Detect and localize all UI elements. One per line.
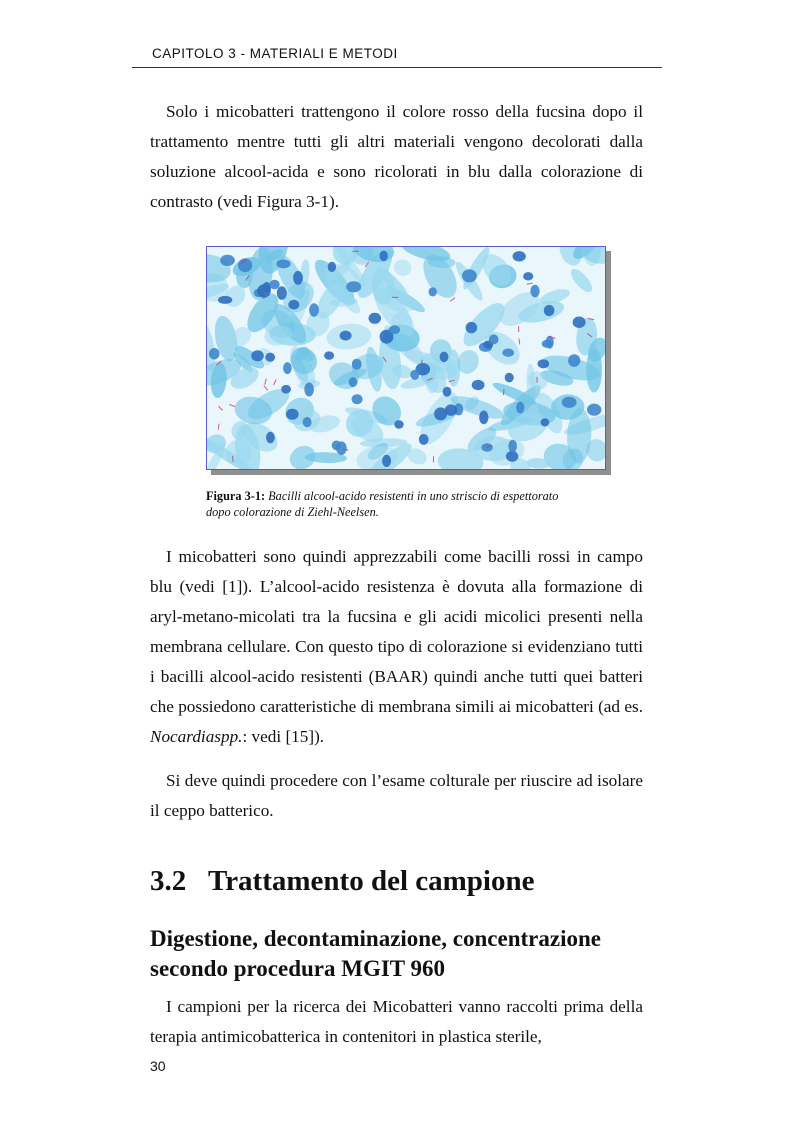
cell-nucleus xyxy=(352,359,362,370)
cell-nucleus xyxy=(303,417,312,427)
cell-nucleus xyxy=(541,418,550,426)
cell-nucleus xyxy=(380,251,388,262)
page-number: 30 xyxy=(150,1058,166,1074)
cell-nucleus xyxy=(336,441,347,455)
section-title: Trattamento del campione xyxy=(208,865,535,897)
cell-nucleus xyxy=(266,432,275,444)
header-rule xyxy=(132,67,662,68)
cell-nucleus xyxy=(283,362,292,374)
figure-caption-line2: dopo colorazione di Ziehl-Neelsen. xyxy=(206,505,379,519)
cell-nucleus xyxy=(489,334,499,344)
cell-nucleus xyxy=(502,349,514,357)
cell-nucleus xyxy=(288,300,299,310)
paragraph-staining-result xyxy=(150,97,643,217)
cell-nucleus xyxy=(523,272,533,280)
figure-micrograph xyxy=(206,246,606,470)
cell-nucleus xyxy=(544,305,555,316)
cell-nucleus xyxy=(276,260,290,269)
cell-nucleus xyxy=(472,380,485,390)
cell-nucleus xyxy=(445,404,458,415)
cell-nucleus xyxy=(265,353,275,362)
figure-label: Figura 3-1: xyxy=(206,489,266,503)
cell-nucleus xyxy=(394,420,403,428)
cell-nucleus xyxy=(462,269,477,282)
acid-fast-bacillus xyxy=(218,424,219,430)
cell-nucleus xyxy=(220,255,235,266)
figure-caption xyxy=(206,488,626,520)
cell-nucleus xyxy=(251,350,264,361)
cell-nucleus xyxy=(508,440,517,453)
cell-nucleus xyxy=(281,385,291,394)
cell-nucleus xyxy=(277,286,287,300)
cell-nucleus xyxy=(286,409,299,420)
cell-nucleus xyxy=(429,287,437,296)
paragraph-acid-fast xyxy=(150,542,643,752)
cell-nucleus xyxy=(530,285,539,298)
figure-caption-line1: Bacilli alcool-acido resistenti in uno striscio di espettorato xyxy=(268,489,559,503)
acid-fast-bacillus xyxy=(504,389,505,395)
cell-nucleus xyxy=(505,373,514,383)
cell-nucleus xyxy=(346,281,361,292)
cell-nucleus xyxy=(568,354,580,367)
cell-nucleus xyxy=(304,383,314,397)
cell-nucleus xyxy=(440,352,449,363)
cell-nucleus xyxy=(410,370,419,380)
ziehl-neelsen-micrograph xyxy=(207,247,605,469)
species-abbrev: spp. xyxy=(214,727,243,746)
cell-nucleus xyxy=(538,359,550,368)
cell-nucleus xyxy=(328,262,336,272)
paragraph-text: Si deve quindi procedere con l’esame colturale per riuscire ad isolare il ceppo batterico. xyxy=(150,771,643,820)
cell-nucleus xyxy=(209,348,220,359)
cell-nucleus xyxy=(389,325,400,334)
cell-nucleus xyxy=(562,397,577,408)
cell-nucleus xyxy=(542,340,553,348)
cell-nucleus xyxy=(349,377,358,387)
paragraph-sample-collection xyxy=(150,992,643,1052)
paragraph-culture xyxy=(150,766,643,826)
cell-nucleus xyxy=(324,351,334,359)
paragraph-text: I campioni per la ricerca dei Micobatteri vanno raccolti prima della terapia antimicobatterica in contenitori in plastica sterile, xyxy=(150,997,643,1046)
cell-nucleus xyxy=(270,280,280,289)
cell-nucleus xyxy=(506,451,518,462)
cell-nucleus xyxy=(309,303,319,316)
paragraph-text: I micobatteri sono quindi apprezzabili come bacilli rossi in campo blu (vedi [1]). L’alcool-acido resistenza è dovuta alla formazione di aryl-metano-micolati tra la fucsina e gli acidi micolici presenti nella membrana cellulare. Con questo tipo di colorazione si evidenziano tutti i bacilli alcool-acido resistenti (BAAR) quindi anche tutti quei batteri che possiedono caratteristiche di membrana simili ai micobatteri (ad es. xyxy=(150,547,643,716)
cell-nucleus xyxy=(293,271,303,285)
paragraph-text: Solo i micobatteri trattengono il colore rosso della fucsina dopo il trattamento mentre tutti gli altri materiali vengono decolorati dalla soluzione alcool-acida e sono ricolorati in blu dalla colorazione di contrasto (vedi Figura 3-1). xyxy=(150,102,643,211)
acid-fast-bacillus xyxy=(422,360,423,366)
cell-nucleus xyxy=(466,322,478,333)
cell-nucleus xyxy=(382,455,391,467)
cell-nucleus xyxy=(419,434,429,445)
cell-nucleus xyxy=(573,317,586,328)
cell-nucleus xyxy=(587,404,601,416)
paragraph-text: : vedi [15]). xyxy=(242,727,325,746)
cell-nucleus xyxy=(479,411,488,425)
genus-name: Nocardia xyxy=(150,727,215,746)
cell-nucleus xyxy=(369,313,382,324)
cell-nucleus xyxy=(513,251,526,261)
cell-nucleus xyxy=(340,331,352,341)
cell-nucleus xyxy=(516,402,524,414)
section-number: 3.2 xyxy=(150,865,187,897)
subsection-heading: Digestione, decontaminazione, concentrazione secondo procedura MGIT 960 xyxy=(150,926,601,981)
section-heading xyxy=(150,865,534,898)
cell-nucleus xyxy=(218,296,232,304)
running-head: CAPITOLO 3 - MATERIALI E METODI xyxy=(152,46,398,61)
cell-nucleus xyxy=(443,387,452,397)
cell-nucleus xyxy=(352,394,363,404)
